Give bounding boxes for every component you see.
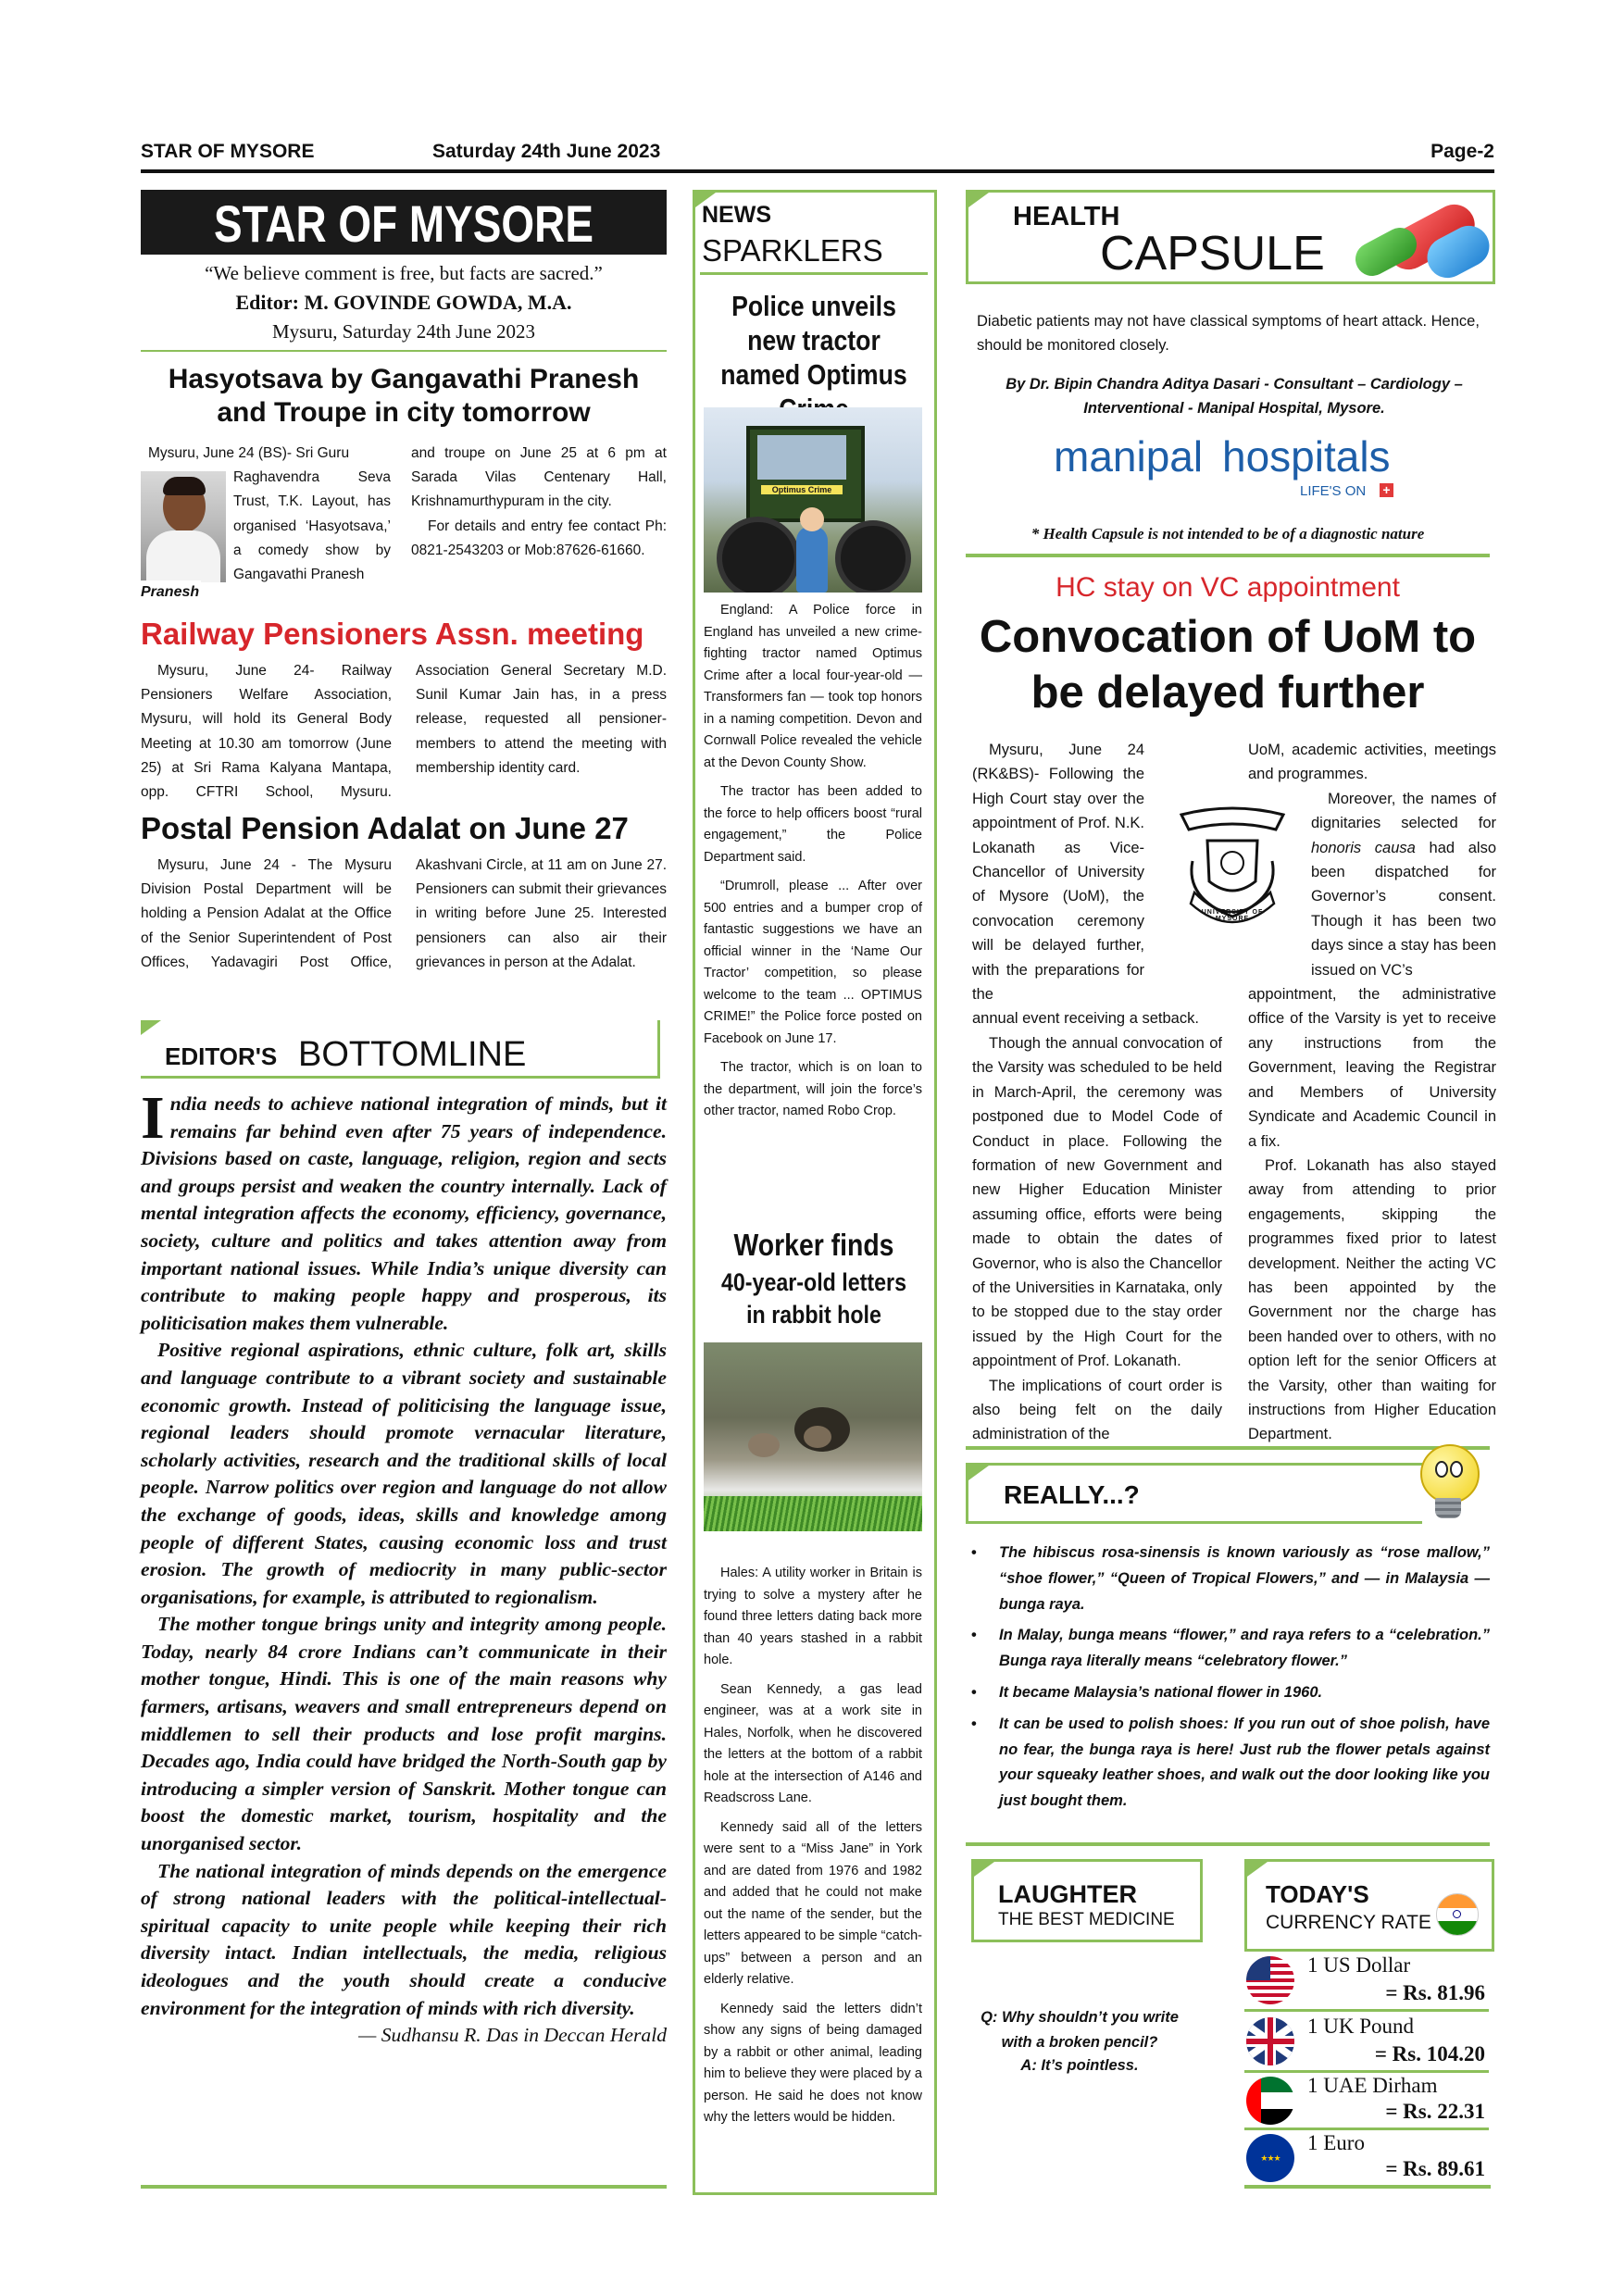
currency-gbp-value: = Rs. 104.20 [1374, 2042, 1485, 2065]
editorial-label-tick [141, 1020, 161, 1035]
editorial-para-1-text: ndia needs to achieve national integration of minds, but it remains far behind even after 75 years of independence. Divisions based on caste, language, religion, region and sects and groups persist and weaken the country internally. Lack of mental integration affects the economy, efficiency, governance, society, culture and politics and takes attention away from important national issues. While India’s unique diversity can contribute to making people happy and prosperous, its politicisation makes them vulnerable. [141, 1092, 667, 1334]
editorial-para-3: The mother tongue brings unity and integrity among people. Today, nearly 84 crore Indians can’t communicate in their mother tongue, Hindi. This is one of the main reasons why farmers, artisans, weavers and small entrepreneurs depend on middlemen to sell their products and lose profit margins. Decades ago, India could have bridged the North-South gap by introducing a simpler version of Sanskrit. Mother tongue can boost the domestic market, tourism, hospitality and the unorganised sector. [141, 1613, 667, 1855]
header-page-number: Page-2 [1430, 141, 1494, 162]
bulb-base [1435, 1498, 1461, 1518]
laughter-question: Q: Why shouldn’t you write with a broken pencil? [981, 2009, 1179, 2051]
currency-eur-value: = Rs. 89.61 [1385, 2157, 1485, 2180]
currency-gbp-name: 1 UK Pound [1307, 2015, 1415, 2038]
really-tick [968, 1466, 989, 1480]
uom-col2-para1: UoM, academic activities, meetings and programmes. [1248, 742, 1496, 783]
laughter-label-bold: LAUGHTER [998, 1880, 1137, 1908]
header-rule [141, 169, 1494, 173]
bullet-dot-icon: • [971, 1627, 977, 1644]
really-item-text: In Malay, bunga means “flower,” and raya refers to a “celebration.” Bunga raya literally means “celebratory flower.” [999, 1627, 1490, 1670]
currency-label-box [1244, 1859, 1494, 1952]
story-postal-headline: Postal Pension Adalat on June 27 [141, 811, 629, 845]
health-byline: By Dr. Bipin Chandra Aditya Dasari - Consultant – Cardiology – Interventional - Manipal Hospital, Mysore. [1006, 376, 1463, 417]
health-text: Diabetic patients may not have classical symptoms of heart attack. Hence, should be monitored closely. [977, 313, 1480, 354]
bulb-eye-left [1435, 1461, 1448, 1478]
health-tick [968, 193, 989, 207]
pranesh-photo [141, 471, 226, 600]
manipal-logo-tag: LIFE'S ON [1300, 483, 1367, 499]
really-item-text: It can be used to polish shoes: If you run out of shoe polish, have no fear, the bunga raya is here! Just rub the flower petals against your squeaky leather shoes, and walk out the door looking like you just bought them. [999, 1715, 1490, 1810]
editorial-dropcap: I [141, 1084, 165, 1152]
editorial-para-2: Positive regional aspirations, ethnic culture, folk art, skills and language contribute to a vibrant society and sustainable economic growth. Instead of politicising the language issue, regional leaders should promote vernacular literature, scholarly activities, research and the traditional skills of local people. Narrow politics over region and language do not allow the exchange of goods, ideas, skills and knowledge among people of different States, causing economic loss and trust erosion. The growth of mediocrity in many public-sector organisations, for example, is attributed to regionalism. [141, 1339, 667, 1608]
really-item-text: The hibiscus rosa-sinensis is known variously as “rose mallow,” “shoe flower,” “Queen of Tropical Flowers,” and — in Malaysia — bunga raya. [999, 1544, 1490, 1613]
manipal-logo-plus-icon: + [1380, 483, 1393, 497]
story-hasyotsava-body2: and troupe on June 25 at 6 pm at Sarada Vilas Centenary Hall, Krishnamurthypuram in the city. [411, 445, 667, 510]
laughter-answer: A: It’s pointless. [1020, 2057, 1139, 2074]
currency-bottom-rule [1244, 2185, 1491, 2189]
story-railway-body [141, 659, 667, 805]
uom-col1 [972, 738, 1222, 1447]
sparklers-story-rabbit-headline-2: 40-year-old letters in rabbit hole [720, 1268, 907, 1329]
editorial-credit: — Sudhansu R. Das in Deccan Herald [358, 2024, 667, 2047]
masthead-title: STAR OF MYSORE [214, 194, 593, 253]
really-item-text: It became Malaysia’s national flower in 1960. [999, 1683, 1323, 1701]
rabbit-para-4: Kennedy said the letters didn’t show any signs of being damaged by a rabbit or other animal, leading him to believe they were placed by a person. He said he does not know why the letters would be hidden. [704, 2001, 922, 2125]
uom-col1-para3: The implications of court order is also being felt on the daily administration of the [972, 1377, 1222, 1443]
masthead-rule [141, 350, 667, 352]
uom-headline: Convocation of UoM to be delayed further [979, 612, 1477, 718]
uom-col2-para4: Prof. Lokanath has also stayed away from attending to prior engagements, skipping the programmes fixed prior to latest development. Neither the acting VC has been appointed by the Government nor the charge has been handed over to others, with no option left for the senior Officers at the Varsity, other than waiting for instructions from Higher Education Department. [1248, 1156, 1496, 1443]
uom-col2-para2-a: Moreover, the names of dignitaries selected for [1311, 790, 1496, 832]
sparklers-story-rabbit-headline-1: Worker finds [733, 1228, 894, 1262]
masthead-editor: Editor: M. GOVINDE GOWDA, M.A. [235, 291, 572, 314]
tractor-window [757, 435, 846, 480]
laughter-label-light: THE BEST MEDICINE [998, 1910, 1175, 1929]
currency-row-gbp [1244, 2013, 1489, 2073]
rabbit-para-2: Sean Kennedy, a gas lead engineer, was at a work site in Hales, Norfolk, when he discovered the letters at the bottom of a rabbit hole at the intersection of A146 and Readscross Lane. [704, 1681, 922, 1805]
currency-label-bold: TODAY'S [1266, 1880, 1369, 1908]
currency-usd-name: 1 US Dollar [1307, 1953, 1411, 1977]
editorial-para-4: The national integration of minds depends on the emergence of strong national leaders with the political-intellectual-spiritual capacity to unite people while keeping their rich diversity intact. Indian intellectuals, the media, religious ideologues and the youth should create a conducive environment for the integration of minds with rich diversity. [141, 1859, 667, 2019]
story-hasyotsava-body1: Raghavendra Seva Trust, T.K. Layout, has organised ‘Hasyotsava,’ a comedy show by Gangavathi Pranesh [233, 469, 391, 583]
uom-col2-para2-em: honoris causa [1311, 839, 1416, 856]
bullet-dot-icon: • [971, 1683, 977, 1701]
really-bullets [966, 1541, 1490, 1815]
currency-row-aed [1244, 2074, 1489, 2130]
pranesh-photo-caption: Pranesh [139, 580, 201, 605]
pranesh-shirt [146, 530, 220, 582]
tractor-wheel-right [835, 520, 911, 593]
tractor-para-3: “Drumroll, please ... After over 500 entries and a bumper crop of fantastic suggestions we have an official winner in the ‘Name Our Tractor’ competition, so please welcome to the team ... OPTIMUS CRIME!” the Police force posted on Facebook on June 17. [704, 879, 922, 1046]
uom-col1-para1 [972, 738, 1222, 1031]
story-postal-body [141, 854, 667, 975]
uom-col2-para2 [1311, 787, 1496, 982]
sparklers-label-bold: NEWS [702, 202, 771, 228]
uom-col2-para2-b: had also been dispatched for Governor’s consent. Though it has been two days since a stay has been issued on VC’s [1311, 839, 1497, 979]
india-flag-icon [1436, 1893, 1479, 1936]
rabbit-para-3: Kennedy said all of the letters were sent to a “Miss Jane” in York and are dated from 1976 and 1982 and added that he could not make out the name of the sender, but the letters appeared to be simple “catch-ups” between a person and an elderly relative. [704, 1819, 922, 1987]
bulb-glass [1420, 1444, 1480, 1504]
rabbit-grass [704, 1496, 922, 1531]
sparklers-story-tractor-headline: Police unveils new tractor named Optimus [720, 290, 907, 391]
currency-aed-value: = Rs. 22.31 [1385, 2100, 1485, 2123]
story-hasyotsava-dateline: Mysuru, June 24 (BS)- Sri Guru [148, 445, 350, 461]
currency-row-eur [1244, 2131, 1489, 2185]
health-label-light: CAPSULE [1100, 227, 1325, 281]
bullet-dot-icon: • [971, 1544, 977, 1561]
really-item [971, 1712, 1490, 1815]
editorial-para-1 [141, 1084, 667, 1337]
uae-flag-icon [1246, 2077, 1294, 2125]
currency-aed-name: 1 UAE Dirham [1307, 2074, 1438, 2097]
laughter-label-box [971, 1859, 1203, 1942]
masthead-motto: “We believe comment is free, but facts are sacred.” [205, 262, 603, 284]
health-bottom-rule [966, 554, 1490, 557]
story-hasyotsava-col1 [141, 442, 391, 600]
manipal-logo [1054, 431, 1424, 502]
pranesh-hair [163, 477, 206, 495]
editorial-body [141, 1084, 667, 2050]
boy-figure [796, 526, 828, 593]
sparklers-label-light: SPARKLERS [702, 233, 883, 268]
tractor-para-4: The tractor, which is on loan to the department, will join the force’s other tractor, named Robo Crop. [704, 1060, 922, 1118]
uom-kicker: HC stay on VC appointment [1056, 572, 1400, 603]
bulb-icon [1409, 1439, 1493, 1528]
us-flag-icon [1246, 1956, 1294, 2004]
tractor-para-1: England: A Police force in England has unveiled a new crime-fighting tractor named Optimus Crime after a local four-year-old — Transformers fan — took top honors in a naming competition. Devon and Cornwall Police revealed the vehicle at the Devon County Show. [704, 603, 922, 770]
editorial-label-bold: EDITOR'S [165, 1042, 278, 1070]
rabbit-para-1: Hales: A utility worker in Britain is trying to solve a mystery after he found three letters dating back more than 40 years stashed in a rabbit hole. [704, 1566, 922, 1667]
story-hasyotsava-headline: Hasyotsava by Gangavathi Pranesh and Troupe in city tomorrow [168, 364, 640, 428]
uk-flag-icon [1246, 2017, 1294, 2065]
uom-col2-para3: appointment, the administrative office of the Varsity is yet to receive any instructions from the Government, leaving the Registrar and Members of University Syndicate and Academic Council in a fix. [1248, 986, 1496, 1150]
uom-col1-para1-end: annual event receiving a setback. [972, 1010, 1199, 1028]
emblem-caption: UNIVERSITY OF MYSORE [1201, 909, 1264, 922]
header-paper-name: STAR OF MYSORE [141, 141, 315, 162]
currency-label-light: CURRENCY RATE [1266, 1912, 1431, 1933]
really-list [966, 1541, 1490, 1820]
really-label: REALLY...? [1004, 1480, 1140, 1509]
really-item [971, 1623, 1490, 1675]
bulb-eye-right [1450, 1461, 1463, 1478]
editorial-label-light: BOTTOMLINE [298, 1035, 527, 1074]
capsule-icon [1354, 217, 1493, 263]
health-disclaimer: * Health Capsule is not intended to be of a diagnostic nature [1031, 525, 1425, 543]
boy-head [800, 507, 824, 531]
tractor-photo [704, 407, 922, 593]
manipal-logo-b: hospitals [1222, 432, 1391, 480]
tractor-para-2: The tractor has been added to the force to help officers boost “rural engagement,” the Police Department said. [704, 784, 922, 865]
story-hasyotsava-col2 [411, 442, 667, 563]
sparklers-label-box [700, 196, 928, 275]
uom-col2 [1248, 738, 1496, 1447]
health-label-bold: HEALTH [1013, 202, 1120, 231]
story-hasyotsava-body3: For details and entry fee contact Ph: 0821-2543203 or Mob:87626-61660. [411, 518, 667, 558]
story-railway-text: Mysuru, June 24- Railway Pensioners Welfare Association, Mysuru, will hold its General Body Meeting at 10.30 am tomorrow (June 25) at Sri Rama Kalyana Mantapa, opp. CFTRI School, Mysuru. Association General Secretary M.D. Sunil Kumar Jain has, in a press release, requested all pensioner-members to attend the meeting with membership identity card. [141, 663, 667, 801]
sparklers-story-rabbit-body [704, 1563, 922, 2137]
currency-rates [1244, 1952, 1491, 2185]
really-label-box [966, 1463, 1422, 1524]
really-item [971, 1680, 1490, 1706]
currency-eur-name: 1 Euro [1307, 2131, 1365, 2154]
uom-col1-para2: Though the annual convocation of the Varsity was scheduled to be held in March-April, the ceremony was postponed due to Model Code of Conduct in place. Following the formation of new Government and new Higher Education Minister assuming office, efforts were being made to obtain the dates of Governor, who is also the Chancellor of the Universities in Karnataka, only to be stopped due to the stay order issued by the High Court for the appointment of Prof. Lokanath. [972, 1034, 1222, 1370]
currency-usd-value: = Rs. 81.96 [1385, 1981, 1485, 2004]
bullet-dot-icon: • [971, 1715, 977, 1732]
tractor-sign: Optimus Crime [761, 485, 843, 494]
rabbit-right [804, 1426, 831, 1448]
eu-flag-icon: ★★★ [1246, 2134, 1294, 2182]
rabbit-photo [704, 1342, 922, 1531]
really-bottom-rule [966, 1842, 1490, 1846]
uom-col1-para1-wrap: Mysuru, June 24 (RK&BS)- Following the High Court stay over the appointment of Prof. N.K. Lokanath as Vice-Chancellor of University of Mysore (UoM), the convocation ceremony will be delayed further, with the preparations for the [972, 742, 1144, 1004]
tractor-wheel-left [717, 517, 800, 593]
currency-row-usd [1244, 1952, 1489, 2012]
editorial-label-box [141, 1020, 660, 1079]
currency-tick [1247, 1862, 1268, 1877]
manipal-logo-a: manipal [1054, 432, 1204, 480]
header-date: Saturday 24th June 2023 [432, 141, 661, 162]
sparklers-story-tractor-body [704, 600, 922, 1130]
rabbit-left [748, 1433, 780, 1457]
masthead-dateline: Mysuru, Saturday 24th June 2023 [271, 320, 536, 343]
left-column-bottom-rule [141, 2185, 667, 2189]
health-label-box [966, 190, 1495, 284]
masthead-block [141, 190, 667, 255]
laughter-tick [974, 1862, 994, 1877]
story-railway-headline: Railway Pensioners Assn. meeting [141, 617, 644, 651]
page-header [141, 139, 1494, 167]
really-item [971, 1541, 1490, 1617]
story-postal-text: Mysuru, June 24 - The Mysuru Division Postal Department will be holding a Pension Adalat at the Office of the Senior Superintendent of Post Offices, Yadavagiri Post Office, Akashvani Circle, at 11 am on June 27. Pensioners can submit their grievances in writing before June 25. Interested pensioners can also air their grievances in person at the Adalat. [141, 857, 667, 970]
